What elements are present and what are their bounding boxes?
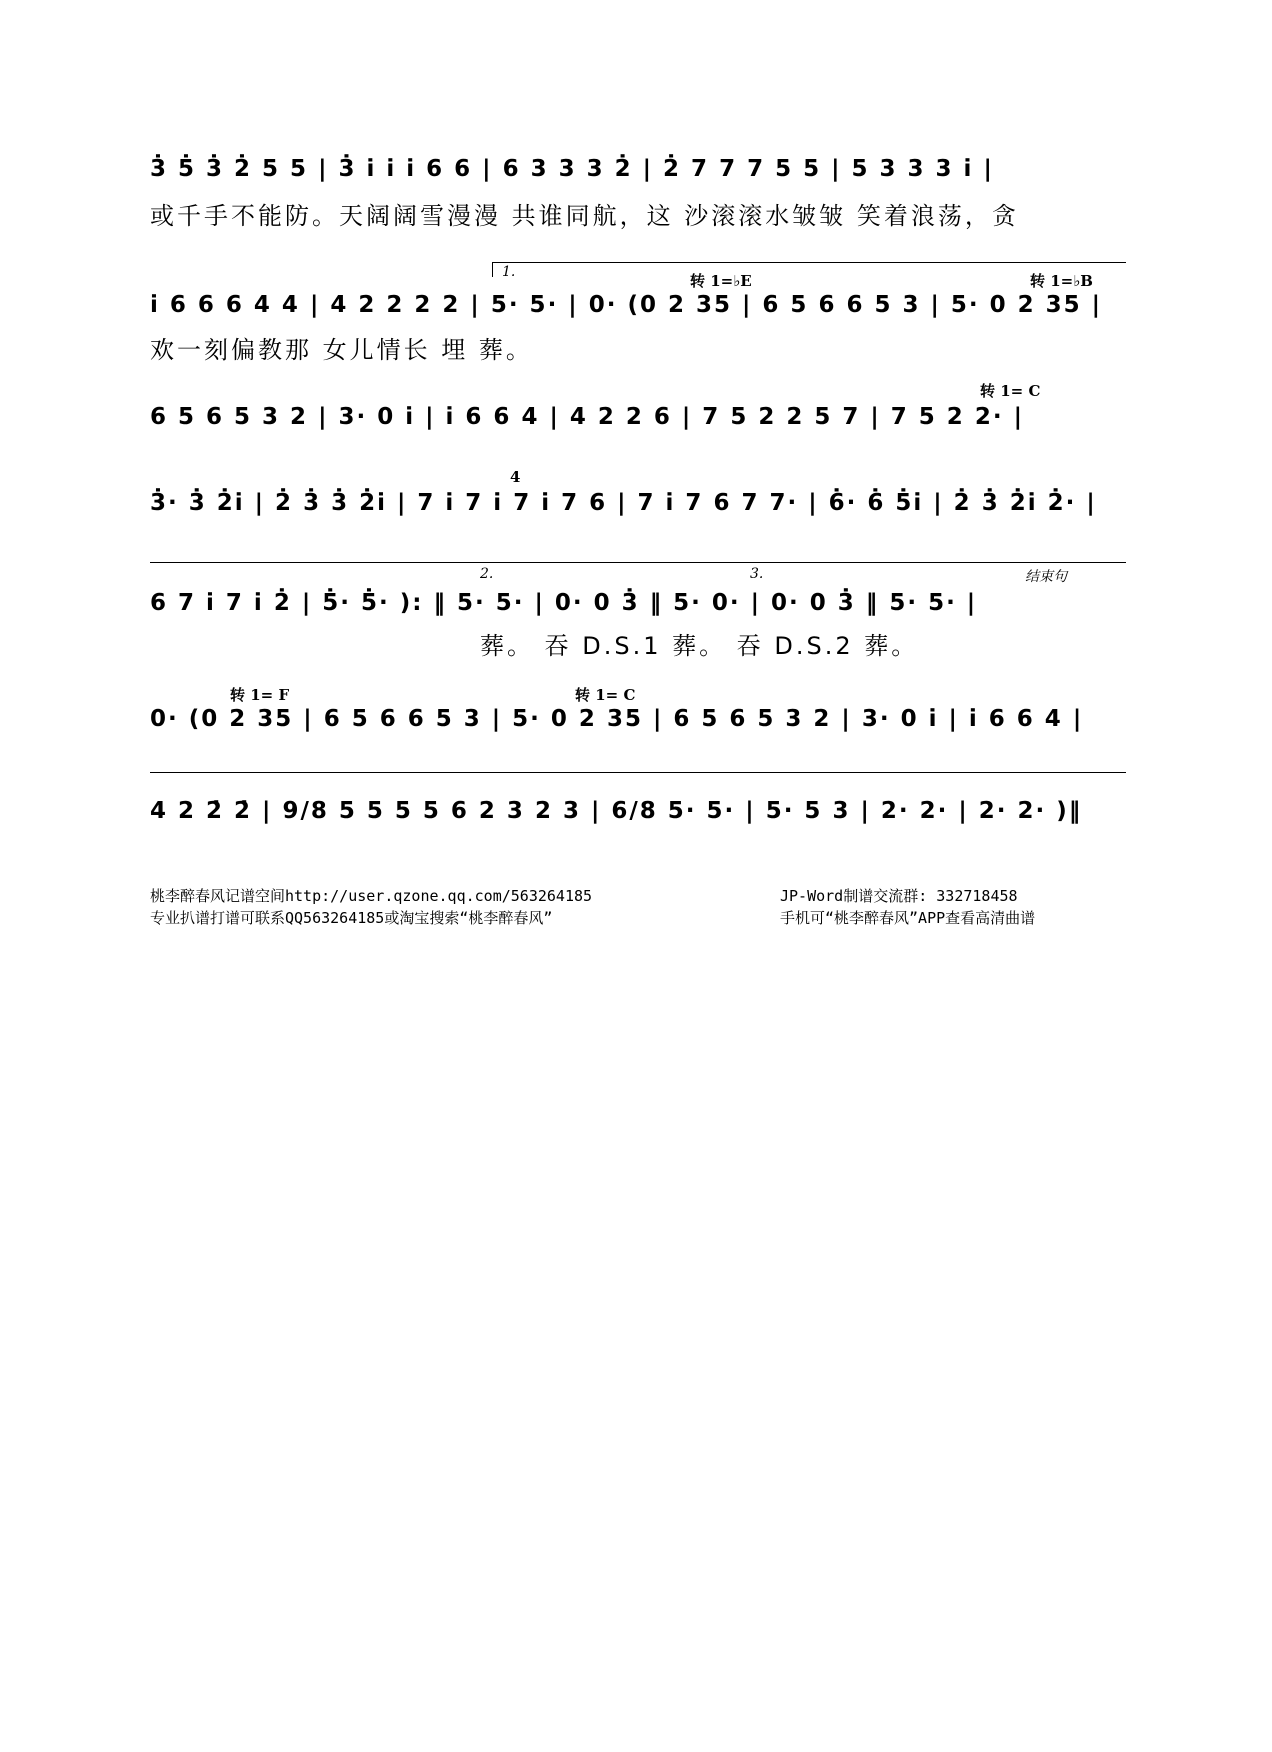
notation-line: 6 7 i̇ 7 i̇ 2̇ | 5̇· 5̇· ): ‖ 5· 5· | 0· 0 3̇ ‖ 5· 0· | 0· 0 3̇ ‖ 5· 5· | xyxy=(150,590,978,616)
key-change-label: 转 1= C xyxy=(980,382,1041,400)
footer-right xyxy=(780,885,1035,929)
tuplet-label: 4 xyxy=(510,468,521,486)
score-system-6 xyxy=(150,682,1125,742)
volta-label: 结束句 xyxy=(1025,569,1067,585)
key-change-label: 转 1=♭E xyxy=(690,272,752,290)
lyrics-line: 葬。 吞 D.S.1 葬。 吞 D.S.2 葬。 xyxy=(480,632,919,660)
score-system-7 xyxy=(150,772,1125,832)
key-change-label: 转 1=♭B xyxy=(1030,272,1093,290)
key-change-label: 转 1= F xyxy=(230,686,290,704)
score-system-3 xyxy=(150,380,1125,440)
lyrics-line: 或千手不能防。天阔阔雪漫漫 共谁同航，这 沙滚滚水皱皱 笑着浪荡，贪 xyxy=(150,202,1019,230)
volta-label: 3. xyxy=(750,566,764,582)
key-change-label: 转 1= C xyxy=(575,686,636,704)
score-system-5 xyxy=(150,562,1125,660)
notation-line: i̇ 6 6 6 4 4 | 4 2 2 2 2 | 5· 5· | 0· (0 2 35 | 6 5 6 6 5 3 | 5· 0 2 35 | xyxy=(150,292,1103,318)
notation-line: 6 5 6 5 3 2 | 3· 0 i̇ | i̇ 6 6 4 | 4 2 2 6 | 7 5 2 2 5 7 | 7 5 2 2· | xyxy=(150,404,1024,430)
score-system-4 xyxy=(150,466,1125,526)
notation-line: 4 2 2̇ 2̇ | 9/8 5 5 5 5 6 2 3 2 3 | 6/8 5· 5· | 5· 5 3 | 2· 2· | 2· 2· )‖ xyxy=(150,798,1083,824)
footer-left xyxy=(150,885,592,929)
volta-label: 1. xyxy=(502,264,516,280)
notation-line: 0· (0 2 35 | 6 5 6 6 5 3 | 5· 0 2 35 | 6 5 6 5 3 2 | 3· 0 i̇ | i̇ 6 6 4 | xyxy=(150,706,1084,732)
footer-group: JP-Word制谱交流群: 332718458 xyxy=(780,887,1018,905)
volta-label: 2. xyxy=(480,566,494,582)
repeat-bracket xyxy=(150,562,1126,563)
score-system-2 xyxy=(150,262,1125,364)
lyrics-line: 欢一刻偏教那 女儿情长 埋 葬。 xyxy=(150,336,533,364)
footer-contact: 专业扒谱打谱可联系QQ563264185或淘宝搜索“桃李醉春风” xyxy=(150,909,553,927)
section-bracket xyxy=(150,772,1126,773)
notation-line: 3̇· 3̇ 2̇i̇ | 2̇ 3̇ 3̇ 2̇i̇ | 7 i̇ 7 i̇ 7 i̇ 7 6 | 7 i̇ 7 6 7 7· | 6̇· 6̇ 5̇i̇ | 2̇ 3̇ 2̇i̇ 2̇· | xyxy=(150,490,1097,516)
footer-app: 手机可“桃李醉春风”APP查看高清曲谱 xyxy=(780,909,1036,927)
footer-credit-link: 桃李醉春风记谱空间http://user.qzone.qq.com/563264185 xyxy=(150,887,593,905)
notation-line: 3̇ 5̇ 3̇ 2̇ 5 5 | 3̇ i̇ i̇ i̇ 6 6 | 6 3 3 3 2̇ | 2̇ 7 7 7 5 5 | 5 3 3 3 i̇ | xyxy=(150,156,994,182)
score-system-1 xyxy=(150,150,1125,230)
